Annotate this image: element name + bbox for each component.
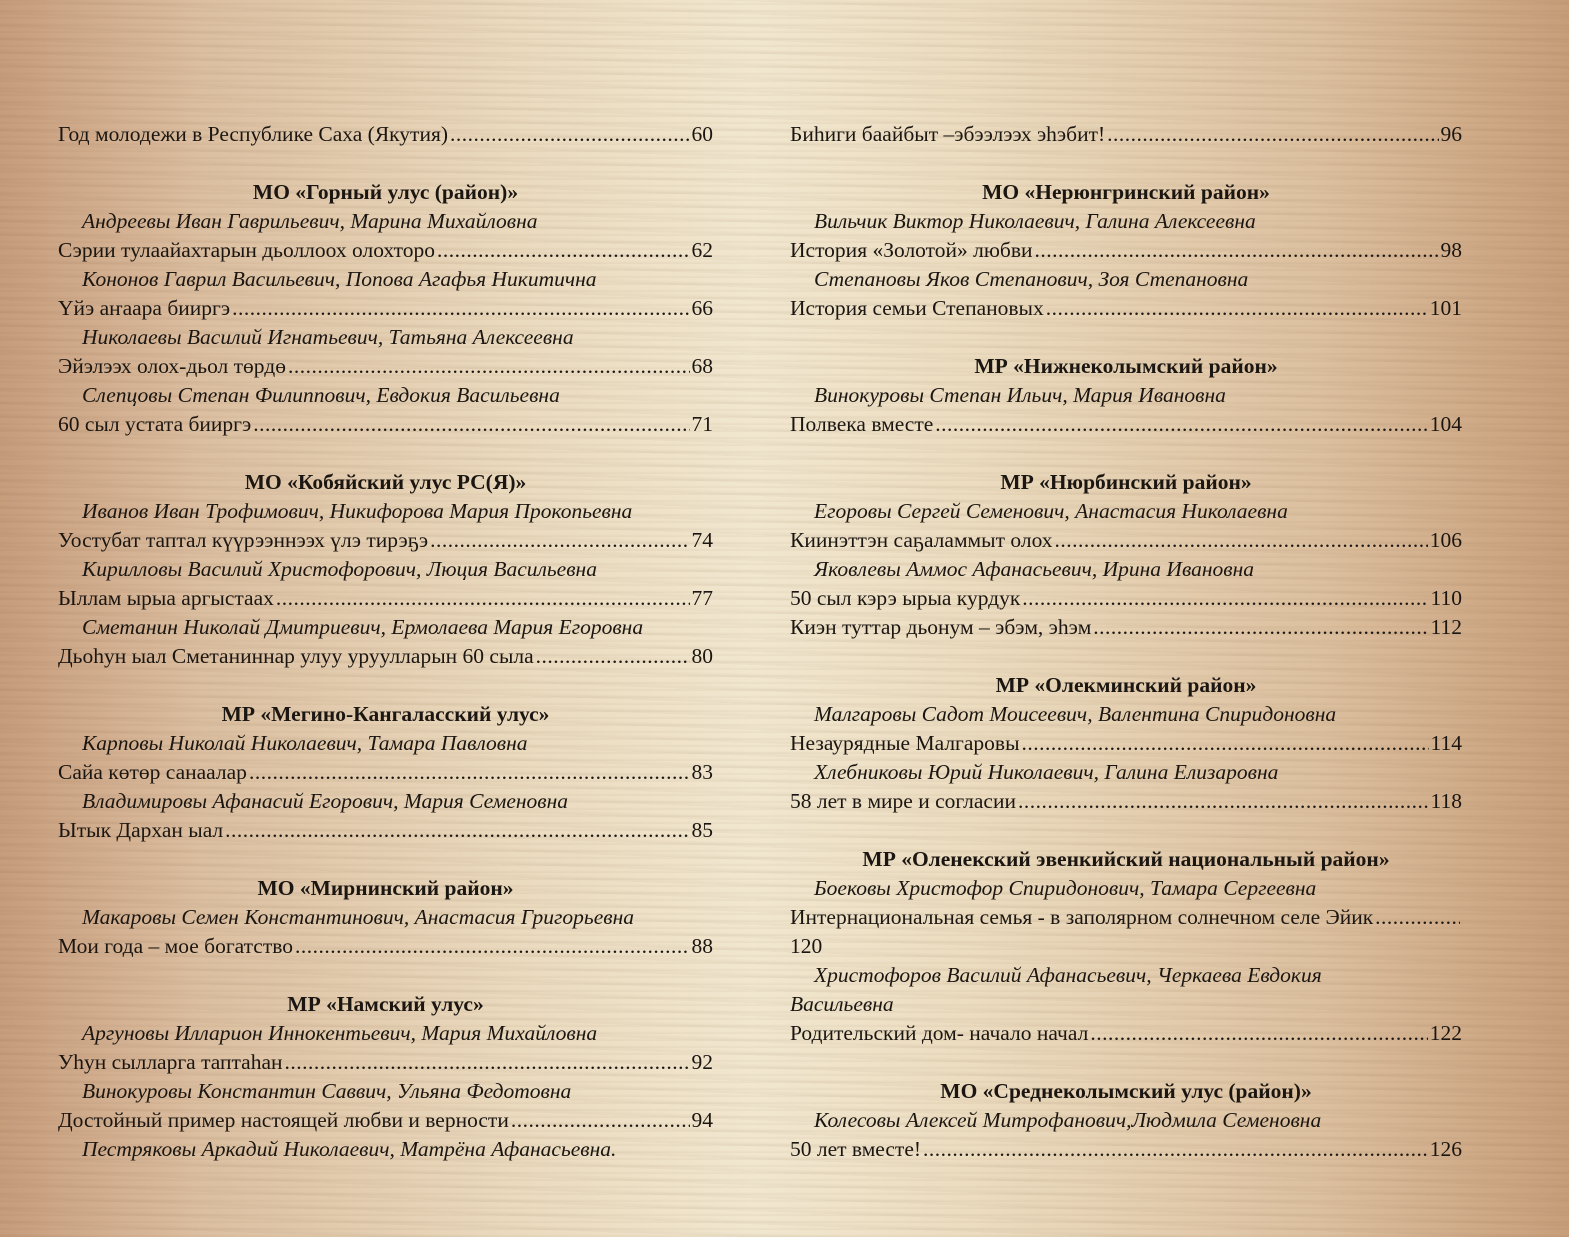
entry-page: 122 bbox=[1429, 1021, 1462, 1045]
section-heading: МО «Мирнинский район» bbox=[257, 876, 514, 900]
entry-title: Мои года – мое богатство bbox=[58, 934, 293, 958]
entry-page: 112 bbox=[1430, 615, 1462, 639]
section-heading: МР «Олекминский район» bbox=[995, 673, 1257, 697]
entry-title: 60 сыл устата бииргэ bbox=[58, 412, 252, 436]
entry-title: Интернациональная семья - в заполярном солнечном селе Эйик bbox=[790, 905, 1374, 929]
toc-entry[interactable] bbox=[58, 1106, 713, 1135]
entry-title: Сэрии тулаайахтарын дьоллоох олохторо bbox=[58, 238, 435, 262]
entry-page: 126 bbox=[1429, 1137, 1462, 1161]
entry-authors: Егоровы Сергей Семенович, Анастасия Николаевна bbox=[814, 499, 1288, 523]
entry-authors: Николаевы Василий Игнатьевич, Татьяна Алексеевна bbox=[82, 325, 574, 349]
entry-page: 83 bbox=[691, 760, 713, 784]
entry-title: Уостубат таптал күүрээннээх үлэ тирэҕэ bbox=[58, 528, 429, 552]
toc-entry[interactable] bbox=[790, 1135, 1462, 1164]
entry-page: 120 bbox=[790, 934, 823, 958]
toc-entry[interactable] bbox=[790, 120, 1462, 149]
entry-title: 50 сыл кэрэ ырыа курдук bbox=[790, 586, 1021, 610]
entry-title: 50 лет вместе! bbox=[790, 1137, 922, 1161]
entry-title: Ыллам ырыа аргыстаах bbox=[58, 586, 274, 610]
section-heading: МР «Оленекский эвенкийский национальный район» bbox=[862, 847, 1390, 871]
section-heading: МО «Среднеколымский улус (район)» bbox=[940, 1079, 1312, 1103]
entry-authors: Владимировы Афанасий Егорович, Мария Семеновна bbox=[82, 789, 569, 813]
toc-entry[interactable] bbox=[58, 120, 713, 149]
toc-entry[interactable] bbox=[58, 816, 713, 845]
entry-authors: Андреевы Иван Гаврильевич, Марина Михайловна bbox=[82, 209, 538, 233]
entry-title: История семьи Степановых bbox=[790, 296, 1044, 320]
entry-page: 101 bbox=[1429, 296, 1462, 320]
entry-authors: Вильчик Виктор Николаевич, Галина Алексеевна bbox=[814, 209, 1256, 233]
section-heading: МР «Намский улус» bbox=[287, 992, 484, 1016]
section-heading: МР «Нюрбинский район» bbox=[1000, 470, 1252, 494]
toc-entry[interactable] bbox=[790, 294, 1462, 323]
section-heading: МО «Кобяйский улус РС(Я)» bbox=[244, 470, 527, 494]
entry-authors: Хлебниковы Юрий Николаевич, Галина Елизаровна bbox=[814, 760, 1279, 784]
toc-entry[interactable] bbox=[58, 584, 713, 613]
entry-page: 104 bbox=[1429, 412, 1462, 436]
entry-authors: Слепцовы Степан Филиппович, Евдокия Васильевна bbox=[82, 383, 560, 407]
toc-entry[interactable] bbox=[790, 584, 1462, 613]
toc-entry[interactable] bbox=[58, 642, 713, 671]
toc-entry[interactable] bbox=[58, 352, 713, 381]
entry-authors: Пестряковы Аркадий Николаевич, Матрёна Афанасьевна. bbox=[82, 1137, 617, 1161]
section-heading: МР «Мегино-Кангаласский улус» bbox=[221, 702, 550, 726]
toc-entry[interactable] bbox=[58, 526, 713, 555]
entry-authors: Боековы Христофор Спиридонович, Тамара Сергеевна bbox=[814, 876, 1317, 900]
entry-title: Достойный пример настоящей любви и верности bbox=[58, 1108, 509, 1132]
entry-authors: Колесовы Алексей Митрофанович,Людмила Семеновна bbox=[814, 1108, 1322, 1132]
entry-authors: Карповы Николай Николаевич, Тамара Павловна bbox=[82, 731, 528, 755]
entry-authors: Иванов Иван Трофимович, Никифорова Мария Прокопьевна bbox=[82, 499, 633, 523]
entry-title: Ытык Дархан ыал bbox=[58, 818, 224, 842]
toc-entry[interactable] bbox=[790, 613, 1462, 642]
entry-title: Дьоһун ыал Сметаниннар улуу уруулларын 60 сыла bbox=[58, 644, 534, 668]
toc-entry[interactable] bbox=[58, 410, 713, 439]
entry-page: 114 bbox=[1430, 731, 1462, 755]
entry-page: 110 bbox=[1430, 586, 1462, 610]
entry-page: 88 bbox=[691, 934, 713, 958]
entry-page: 60 bbox=[691, 122, 713, 146]
toc-entry[interactable] bbox=[790, 787, 1462, 816]
toc-entry[interactable] bbox=[58, 236, 713, 265]
entry-authors: Христофоров Василий Афанасьевич, Черкаева Евдокия bbox=[814, 963, 1322, 987]
toc-left-column bbox=[58, 120, 713, 1164]
entry-title: Эйэлээх олох-дьол төрдө bbox=[58, 354, 286, 378]
toc-entry[interactable] bbox=[790, 903, 1462, 932]
toc-right-column bbox=[790, 120, 1462, 1164]
entry-page: 74 bbox=[691, 528, 713, 552]
toc-entry[interactable] bbox=[58, 932, 713, 961]
entry-authors: Яковлевы Аммос Афанасьевич, Ирина Ивановна bbox=[814, 557, 1255, 581]
entry-page: 80 bbox=[691, 644, 713, 668]
entry-authors: Кирилловы Василий Христофорович, Люция Васильевна bbox=[82, 557, 597, 581]
entry-authors: Винокуровы Степан Ильич, Мария Ивановна bbox=[814, 383, 1226, 407]
toc-entry[interactable] bbox=[58, 294, 713, 323]
section-heading: МО «Горный улус (район)» bbox=[252, 180, 519, 204]
toc-entry[interactable] bbox=[58, 1048, 713, 1077]
toc-entry[interactable] bbox=[790, 729, 1462, 758]
section-heading: МО «Нерюнгринский район» bbox=[982, 180, 1270, 204]
entry-page: 106 bbox=[1429, 528, 1462, 552]
entry-page: 94 bbox=[691, 1108, 713, 1132]
entry-authors: Сметанин Николай Дмитриевич, Ермолаева Мария Егоровна bbox=[82, 615, 644, 639]
entry-page: 85 bbox=[691, 818, 713, 842]
entry-title: Киэн туттар дьонум – эбэм, эһэм bbox=[790, 615, 1092, 639]
entry-title: Год молодежи в Республике Саха (Якутия) bbox=[58, 122, 449, 146]
entry-title: Полвека вместе bbox=[790, 412, 934, 436]
toc-entry[interactable] bbox=[790, 410, 1462, 439]
entry-page: 118 bbox=[1430, 789, 1462, 813]
entry-page: 77 bbox=[691, 586, 713, 610]
entry-title: Незаурядные Малгаровы bbox=[790, 731, 1020, 755]
entry-authors-continued: Васильевна bbox=[790, 992, 894, 1016]
section-heading: МР «Нижнеколымский район» bbox=[974, 354, 1278, 378]
entry-page: 92 bbox=[691, 1050, 713, 1074]
entry-page: 66 bbox=[691, 296, 713, 320]
entry-authors: Винокуровы Константин Саввич, Ульяна Федотовна bbox=[82, 1079, 572, 1103]
toc-entry[interactable] bbox=[58, 758, 713, 787]
entry-title: Уһун сылларга таптаһан bbox=[58, 1050, 283, 1074]
entry-title: Родительский дом- начало начал bbox=[790, 1021, 1089, 1045]
entry-page: 68 bbox=[691, 354, 713, 378]
entry-title: Сайа көтөр санаалар bbox=[58, 760, 247, 784]
entry-authors: Кононов Гаврил Васильевич, Попова Агафья Никитична bbox=[82, 267, 597, 291]
entry-title: История «Золотой» любви bbox=[790, 238, 1033, 262]
entry-title: 58 лет в мире и согласии bbox=[790, 789, 1016, 813]
entry-authors: Макаровы Семен Константинович, Анастасия Григорьевна bbox=[82, 905, 634, 929]
toc-entry[interactable] bbox=[790, 526, 1462, 555]
toc-entry[interactable] bbox=[790, 236, 1462, 265]
entry-title: Үйэ аҥаара бииргэ bbox=[58, 296, 231, 320]
entry-title: Биһиги баайбыт –эбээлээх эһэбит! bbox=[790, 122, 1106, 146]
entry-page: 96 bbox=[1440, 122, 1462, 146]
entry-page: 71 bbox=[691, 412, 713, 436]
entry-authors: Аргуновы Илларион Иннокентьевич, Мария Михайловна bbox=[82, 1021, 598, 1045]
toc-entry[interactable] bbox=[790, 1019, 1462, 1048]
entry-title: Киинэттэн саҕаламмыт олох bbox=[790, 528, 1053, 552]
entry-page: 98 bbox=[1440, 238, 1462, 262]
entry-authors: Степановы Яков Степанович, Зоя Степановна bbox=[814, 267, 1249, 291]
entry-authors: Малгаровы Садот Моисеевич, Валентина Спиридоновна bbox=[814, 702, 1337, 726]
entry-page: 62 bbox=[691, 238, 713, 262]
